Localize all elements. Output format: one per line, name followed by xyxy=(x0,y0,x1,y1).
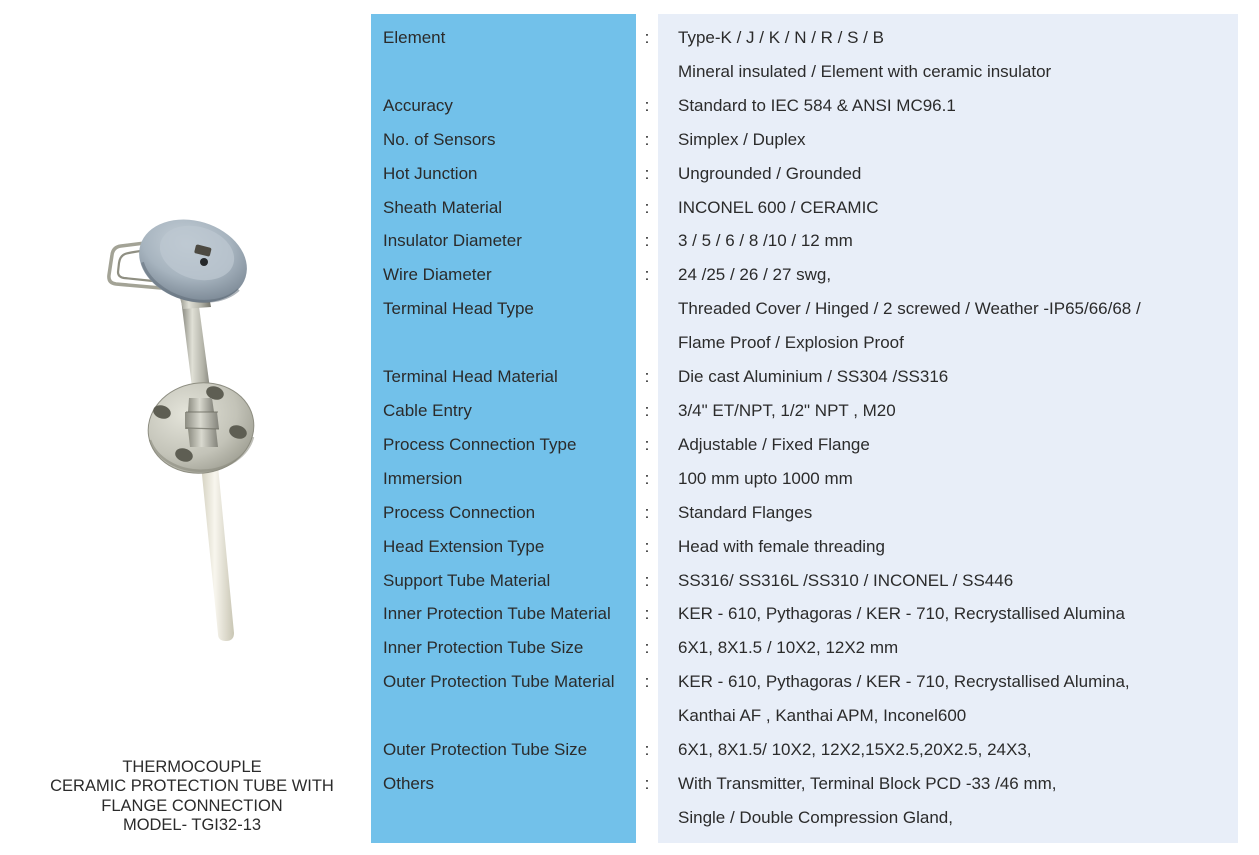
spec-label: Immersion xyxy=(383,468,463,488)
spec-row xyxy=(371,564,1238,598)
spec-colon: : xyxy=(644,468,650,488)
product-caption xyxy=(8,757,377,834)
spec-label: Outer Protection Tube Material xyxy=(383,672,615,692)
spec-label: Process Connection Type xyxy=(383,434,577,454)
spec-row xyxy=(371,462,1238,496)
spec-row xyxy=(371,157,1238,191)
spec-label: Others xyxy=(383,773,435,793)
spec-table xyxy=(371,14,1238,843)
caption-line: CERAMIC PROTECTION TUBE WITH xyxy=(50,776,334,796)
spec-colon: : xyxy=(644,400,650,420)
spec-value: Flame Proof / Explosion Proof xyxy=(678,333,904,353)
spec-label xyxy=(371,326,636,360)
spec-value: 3/4" ET/NPT, 1/2" NPT , M20 xyxy=(678,400,896,420)
spec-row xyxy=(371,123,1238,157)
spec-value: With Transmitter, Terminal Block PCD -33 /46 mm, xyxy=(678,773,1057,793)
spec-label: Support Tube Material xyxy=(383,570,551,590)
spec-label: No. of Sensors xyxy=(383,129,496,149)
spec-colon: : xyxy=(644,672,650,692)
caption-line: MODEL- TGI32-13 xyxy=(122,814,262,834)
spec-row xyxy=(371,428,1238,462)
ceramic-protection-tube xyxy=(199,445,234,641)
spec-colon: : xyxy=(644,231,650,251)
spec-label: Wire Diameter xyxy=(383,265,492,285)
spec-label xyxy=(371,801,636,835)
spec-row xyxy=(371,597,1238,631)
spec-row xyxy=(371,89,1238,123)
spec-label: Terminal Head Material xyxy=(383,367,558,387)
spec-colon: : xyxy=(644,129,650,149)
spec-label: Insulator Diameter xyxy=(383,231,522,251)
spec-label: Inner Protection Tube Material xyxy=(383,604,611,624)
spec-row xyxy=(371,733,1238,767)
spec-value: Single / Double Compression Gland, xyxy=(678,807,953,827)
spec-value: 3 / 5 / 6 / 8 /10 / 12 mm xyxy=(678,231,853,251)
spec-colon xyxy=(636,55,658,89)
spec-colon xyxy=(636,699,658,733)
spec-value: Kanthai AF , Kanthai APM, Inconel600 xyxy=(678,706,967,726)
spec-colon: : xyxy=(644,740,650,760)
spec-row xyxy=(371,326,1238,360)
spec-row xyxy=(371,224,1238,258)
spec-value: INCONEL 600 / CERAMIC xyxy=(678,197,879,217)
spec-colon: : xyxy=(644,367,650,387)
spec-value: 6X1, 8X1.5 / 10X2, 12X2 mm xyxy=(678,638,899,658)
spec-colon: : xyxy=(644,604,650,624)
spec-value: Head with female threading xyxy=(678,536,885,556)
spec-row xyxy=(371,496,1238,530)
spec-value: 100 mm upto 1000 mm xyxy=(678,468,853,488)
spec-label: Terminal Head Type xyxy=(383,299,534,319)
spec-value: Standard to IEC 584 & ANSI MC96.1 xyxy=(678,95,956,115)
spec-label: Outer Protection Tube Size xyxy=(383,740,588,760)
spec-colon: : xyxy=(644,773,650,793)
spec-colon: : xyxy=(644,502,650,522)
terminal-head xyxy=(129,215,258,315)
spec-row xyxy=(371,191,1238,225)
spec-colon: : xyxy=(644,570,650,590)
spec-label: Sheath Material xyxy=(383,197,503,217)
spec-value: KER - 610, Pythagoras / KER - 710, Recrystallised Alumina, xyxy=(678,672,1130,692)
thermocouple-photo xyxy=(85,215,305,655)
spec-value: Adjustable / Fixed Flange xyxy=(678,434,870,454)
spec-label: Process Connection xyxy=(383,502,536,522)
spec-colon: : xyxy=(644,638,650,658)
spec-colon: : xyxy=(644,163,650,183)
spec-value: 24 /25 / 26 / 27 swg, xyxy=(678,265,832,285)
spec-row xyxy=(371,530,1238,564)
spec-value: Simplex / Duplex xyxy=(678,129,806,149)
spec-value: Standard Flanges xyxy=(678,502,813,522)
caption-line: FLANGE CONNECTION xyxy=(101,795,283,815)
spec-table-rows xyxy=(371,21,1238,835)
spec-colon: : xyxy=(644,197,650,217)
spec-row xyxy=(371,631,1238,665)
spec-colon: : xyxy=(644,28,650,47)
spec-colon: : xyxy=(644,434,650,454)
spec-colon xyxy=(636,801,658,835)
spec-value: SS316/ SS316L /SS310 / INCONEL / SS446 xyxy=(678,570,1014,590)
spec-colon xyxy=(636,326,658,360)
spec-label: Inner Protection Tube Size xyxy=(383,638,584,658)
spec-label xyxy=(371,699,636,733)
spec-label: Head Extension Type xyxy=(383,536,545,556)
spec-row xyxy=(371,258,1238,292)
spec-colon: : xyxy=(644,265,650,285)
spec-label: Accuracy xyxy=(383,95,453,115)
spec-row xyxy=(371,292,1238,326)
spec-colon: : xyxy=(644,536,650,556)
spec-label: Element xyxy=(383,28,446,47)
caption-line: THERMOCOUPLE xyxy=(122,757,262,776)
spec-row xyxy=(371,767,1238,801)
spec-label: Hot Junction xyxy=(383,163,478,183)
spec-value: Type-K / J / K / N / R / S / B xyxy=(678,28,884,47)
spec-value: Ungrounded / Grounded xyxy=(678,163,862,183)
spec-row xyxy=(371,665,1238,699)
spec-row xyxy=(371,394,1238,428)
spec-value: Die cast Aluminium / SS304 /SS316 xyxy=(678,367,949,387)
spec-colon xyxy=(636,292,658,326)
spec-row xyxy=(371,360,1238,394)
spec-value: Threaded Cover / Hinged / 2 screwed / Weather -IP65/66/68 / xyxy=(678,299,1141,319)
spec-row xyxy=(371,699,1238,733)
spec-row xyxy=(371,801,1238,835)
spec-value: Mineral insulated / Element with ceramic insulator xyxy=(678,61,1052,81)
spec-row xyxy=(371,55,1238,89)
spec-label xyxy=(371,55,636,89)
spec-label: Cable Entry xyxy=(383,400,472,420)
spec-value: KER - 610, Pythagoras / KER - 710, Recrystallised Alumina xyxy=(678,604,1125,624)
spec-row xyxy=(371,21,1238,55)
spec-colon: : xyxy=(644,95,650,115)
spec-value: 6X1, 8X1.5/ 10X2, 12X2,15X2.5,20X2.5, 24X3, xyxy=(678,740,1032,760)
